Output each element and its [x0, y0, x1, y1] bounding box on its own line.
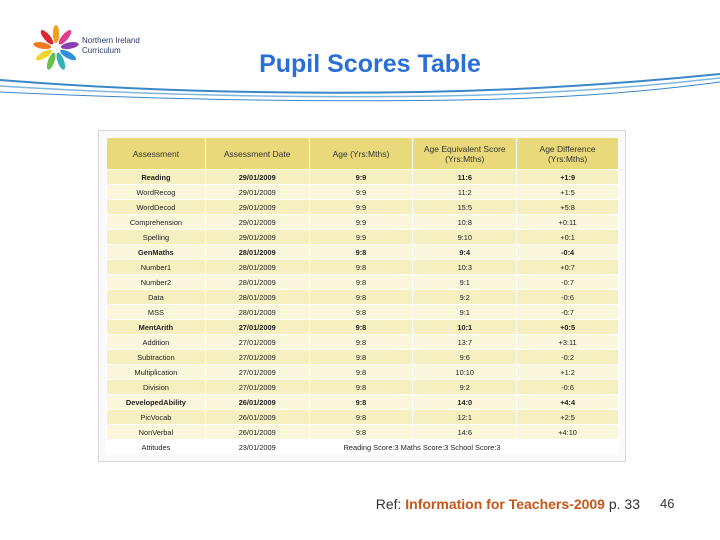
cell-age-equivalent: 10:3 — [413, 260, 517, 275]
cell-age-equivalent: 10:1 — [413, 320, 517, 335]
cell-age: 9:8 — [309, 410, 413, 425]
cell-age-equivalent: 14:6 — [413, 425, 517, 440]
cell-age-equivalent: 9:1 — [413, 275, 517, 290]
cell-date: 27/01/2009 — [205, 320, 309, 335]
cell-assessment: DevelopedAbility — [107, 395, 206, 410]
cell-age-difference: -0:6 — [517, 380, 619, 395]
cell-date: 29/01/2009 — [205, 200, 309, 215]
cell-age-difference: +2:5 — [517, 410, 619, 425]
table-row — [107, 275, 619, 290]
pupil-scores-table — [106, 137, 619, 455]
cell-age: 9:8 — [309, 260, 413, 275]
table-row — [107, 350, 619, 365]
cell-assessment: Number1 — [107, 260, 206, 275]
table-row — [107, 320, 619, 335]
cell-assessment: Comprehension — [107, 215, 206, 230]
logo-line-2: Curriculum — [82, 46, 121, 55]
table-row — [107, 170, 619, 185]
cell-age: 9:8 — [309, 365, 413, 380]
cell-assessment: MSS — [107, 305, 206, 320]
table-row — [107, 260, 619, 275]
cell-age: 9:8 — [309, 320, 413, 335]
cell-date: 28/01/2009 — [205, 275, 309, 290]
cell-age-equivalent: 15:5 — [413, 200, 517, 215]
table-body — [107, 170, 619, 440]
header-assessment: Assessment — [107, 138, 206, 170]
cell-date: 29/01/2009 — [205, 170, 309, 185]
table-row — [107, 365, 619, 380]
cell-assessment: Number2 — [107, 275, 206, 290]
table-row — [107, 380, 619, 395]
table-row — [107, 230, 619, 245]
cell-age-equivalent: 11:2 — [413, 185, 517, 200]
cell-age-difference: +4:10 — [517, 425, 619, 440]
cell-date: 29/01/2009 — [205, 230, 309, 245]
cell-assessment: Reading — [107, 170, 206, 185]
footer-assessment: Attitudes — [107, 440, 206, 455]
cell-date: 28/01/2009 — [205, 305, 309, 320]
table-row — [107, 410, 619, 425]
cell-age: 9:9 — [309, 170, 413, 185]
page-title: Pupil Scores Table — [259, 50, 481, 78]
table-row — [107, 185, 619, 200]
cell-age-difference: -0:2 — [517, 350, 619, 365]
decorative-swoosh-lines — [0, 70, 720, 110]
header-assessment-date: Assessment Date — [205, 138, 309, 170]
table-row — [107, 425, 619, 440]
cell-age: 9:8 — [309, 395, 413, 410]
cell-age-equivalent: 13:7 — [413, 335, 517, 350]
cell-age-equivalent: 11:6 — [413, 170, 517, 185]
header-age-difference: Age Difference (Yrs:Mths) — [517, 138, 619, 170]
cell-age: 9:8 — [309, 380, 413, 395]
cell-age-difference: +1:2 — [517, 365, 619, 380]
header-age-equivalent-score: Age Equivalent Score (Yrs:Mths) — [413, 138, 517, 170]
cell-age-equivalent: 9:6 — [413, 350, 517, 365]
cell-age: 9:9 — [309, 200, 413, 215]
cell-date: 26/01/2009 — [205, 410, 309, 425]
cell-date: 26/01/2009 — [205, 395, 309, 410]
cell-date: 29/01/2009 — [205, 215, 309, 230]
cell-assessment: Subtraction — [107, 350, 206, 365]
cell-age-difference: +1:5 — [517, 185, 619, 200]
cell-age-equivalent: 9:4 — [413, 245, 517, 260]
cell-date: 28/01/2009 — [205, 245, 309, 260]
score-summary: Reading Score:3 Maths Score:3 School Score:3 — [309, 440, 618, 455]
cell-assessment: Division — [107, 380, 206, 395]
cell-age-difference: +0:11 — [517, 215, 619, 230]
cell-assessment: PicVocab — [107, 410, 206, 425]
cell-age: 9:9 — [309, 215, 413, 230]
cell-age-difference: -0:6 — [517, 290, 619, 305]
cell-date: 28/01/2009 — [205, 260, 309, 275]
cell-assessment: GenMaths — [107, 245, 206, 260]
table-row — [107, 395, 619, 410]
cell-date: 27/01/2009 — [205, 335, 309, 350]
reference-text — [0, 496, 640, 512]
cell-age-equivalent: 9:2 — [413, 290, 517, 305]
cell-age-equivalent: 14:0 — [413, 395, 517, 410]
page-number: 46 — [660, 496, 675, 511]
cell-date: 28/01/2009 — [205, 290, 309, 305]
cell-date: 27/01/2009 — [205, 380, 309, 395]
cell-assessment: WordRecog — [107, 185, 206, 200]
table-row — [107, 245, 619, 260]
cell-assessment: Data — [107, 290, 206, 305]
logo-line-1: Northern Ireland — [82, 36, 140, 45]
table-row — [107, 200, 619, 215]
cell-assessment: NonVerbal — [107, 425, 206, 440]
cell-age: 9:8 — [309, 305, 413, 320]
cell-age: 9:8 — [309, 350, 413, 365]
cell-age-difference: +5:8 — [517, 200, 619, 215]
reference-suffix: p. 33 — [604, 496, 640, 512]
table-row — [107, 290, 619, 305]
cell-age-equivalent: 9:2 — [413, 380, 517, 395]
table-row — [107, 305, 619, 320]
cell-age: 9:8 — [309, 275, 413, 290]
cell-date: 27/01/2009 — [205, 365, 309, 380]
cell-age-difference: +0:7 — [517, 260, 619, 275]
cell-age: 9:8 — [309, 290, 413, 305]
cell-assessment: WordDecod — [107, 200, 206, 215]
reference-link[interactable]: Information for Teachers-2009 — [405, 496, 605, 512]
cell-age-equivalent: 10:10 — [413, 365, 517, 380]
cell-age-difference: -0:4 — [517, 245, 619, 260]
cell-assessment: Addition — [107, 335, 206, 350]
cell-date: 26/01/2009 — [205, 425, 309, 440]
cell-assessment: Spelling — [107, 230, 206, 245]
cell-age-difference: +0:5 — [517, 320, 619, 335]
cell-age: 9:9 — [309, 185, 413, 200]
cell-date: 27/01/2009 — [205, 350, 309, 365]
header-age: Age (Yrs:Mths) — [309, 138, 413, 170]
cell-age: 9:8 — [309, 425, 413, 440]
cell-age-difference: +3:11 — [517, 335, 619, 350]
cell-age-equivalent: 9:10 — [413, 230, 517, 245]
cell-age: 9:8 — [309, 335, 413, 350]
cell-age-difference: +0:1 — [517, 230, 619, 245]
table-header-row — [107, 138, 619, 170]
cell-age-equivalent: 10:8 — [413, 215, 517, 230]
cell-age-equivalent: 9:1 — [413, 305, 517, 320]
footer-date: 23/01/2009 — [205, 440, 309, 455]
cell-age-difference: -0:7 — [517, 305, 619, 320]
cell-age: 9:8 — [309, 245, 413, 260]
cell-age-difference: -0:7 — [517, 275, 619, 290]
cell-age-difference: +4:4 — [517, 395, 619, 410]
cell-date: 29/01/2009 — [205, 185, 309, 200]
cell-age-equivalent: 12:1 — [413, 410, 517, 425]
reference-prefix: Ref: — [375, 496, 406, 512]
table-row — [107, 215, 619, 230]
cell-assessment: MentArith — [107, 320, 206, 335]
table-row — [107, 335, 619, 350]
cell-age: 9:9 — [309, 230, 413, 245]
table-footer-row — [107, 440, 619, 455]
cell-assessment: Multiplication — [107, 365, 206, 380]
cell-age-difference: +1:9 — [517, 170, 619, 185]
